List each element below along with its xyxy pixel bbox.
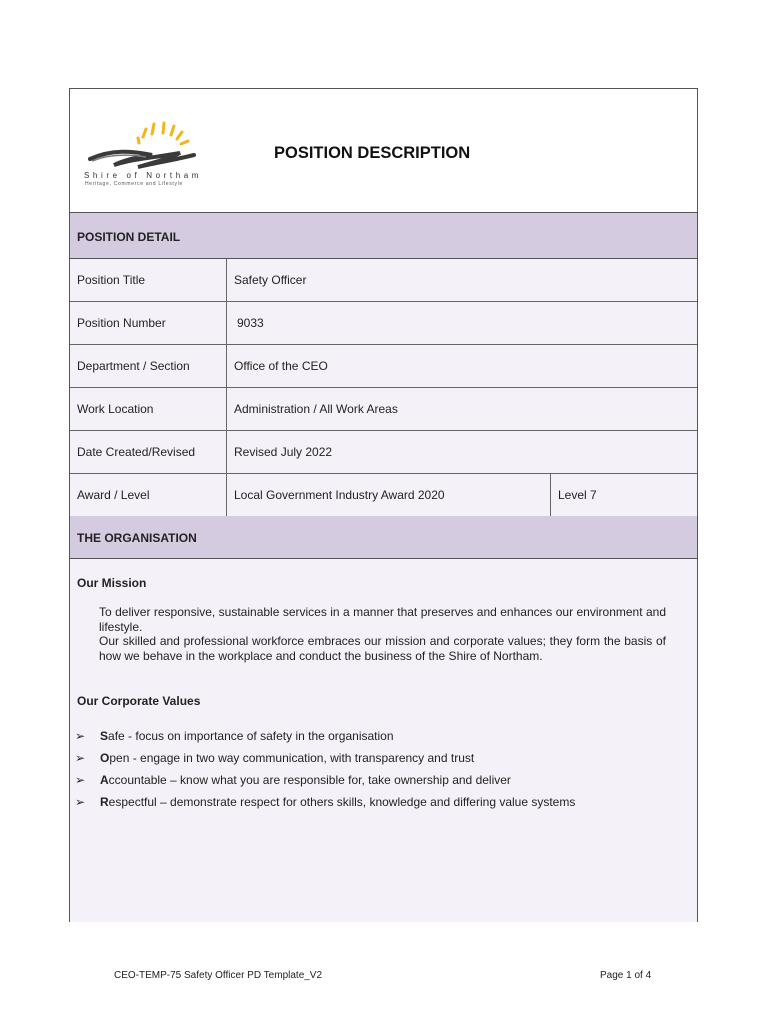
shire-logo-graphic xyxy=(82,121,202,171)
row-label-cell xyxy=(70,474,227,516)
mission-paragraph: To deliver responsive, sustainable services in a manner that preserves and enhances our environment and lifestyle. xyxy=(99,605,666,634)
organisation-section xyxy=(70,559,697,922)
organisation-heading-band xyxy=(70,516,697,559)
date-created-label: Date Created/Revised xyxy=(77,445,196,459)
arrow-bullet-icon: ➢ xyxy=(75,795,86,809)
mission-heading: Our Mission xyxy=(77,576,147,590)
value-text: ccountable – know what you are responsible for, take ownership and deliver xyxy=(108,773,511,787)
value-initial: S xyxy=(100,729,109,743)
footer-page-number: Page 1 of 4 xyxy=(600,970,652,981)
table-row xyxy=(70,259,697,302)
list-item xyxy=(70,751,697,773)
row-label-cell xyxy=(70,431,227,473)
value-text: espectful – demonstrate respect for others skills, knowledge and differing value systems xyxy=(108,795,576,809)
date-created-value: Revised July 2022 xyxy=(234,445,333,459)
table-row xyxy=(70,302,697,345)
work-location-label: Work Location xyxy=(77,402,154,416)
department-label: Department / Section xyxy=(77,359,190,373)
award-value: Local Government Industry Award 2020 xyxy=(234,488,445,502)
value-initial: O xyxy=(100,751,110,765)
department-value: Office of the CEO xyxy=(234,359,328,373)
arrow-bullet-icon: ➢ xyxy=(75,729,86,743)
position-title-label: Position Title xyxy=(77,273,146,287)
list-item xyxy=(70,795,697,817)
value-text: afe - focus on importance of safety in the organisation xyxy=(108,729,394,743)
row-value-cell xyxy=(227,474,551,516)
table-row xyxy=(70,474,697,517)
row-value-cell xyxy=(227,431,697,473)
list-item xyxy=(70,729,697,751)
row-label-cell xyxy=(70,259,227,301)
position-number-label: Position Number xyxy=(77,316,166,330)
row-value-cell xyxy=(227,302,697,344)
level-value: Level 7 xyxy=(558,488,597,502)
award-level-label: Award / Level xyxy=(77,488,150,502)
corporate-values-list xyxy=(70,729,697,817)
position-title-value: Safety Officer xyxy=(234,273,307,287)
work-location-value: Administration / All Work Areas xyxy=(234,402,398,416)
value-initial: R xyxy=(100,795,109,809)
logo-tagline: Heritage, Commerce and Lifestyle xyxy=(85,181,183,187)
row-value-cell xyxy=(227,259,697,301)
table-row xyxy=(70,431,697,474)
table-row xyxy=(70,345,697,388)
position-number-value: 9033 xyxy=(237,316,264,330)
footer-document-reference: CEO-TEMP-75 Safety Officer PD Template_V2 xyxy=(114,970,323,981)
document-header xyxy=(70,89,697,213)
shire-logo xyxy=(82,121,202,186)
value-initial: A xyxy=(100,773,109,787)
value-text: pen - engage in two way communication, with transparency and trust xyxy=(109,751,475,765)
mission-text xyxy=(99,605,666,663)
organisation-heading: THE ORGANISATION xyxy=(77,531,197,545)
position-detail-heading: POSITION DETAIL xyxy=(77,230,181,244)
logo-wordmark: Shire of Northam xyxy=(84,171,203,180)
row-value-cell xyxy=(227,345,697,387)
table-row xyxy=(70,388,697,431)
row-label-cell xyxy=(70,388,227,430)
values-heading: Our Corporate Values xyxy=(77,694,201,708)
row-label-cell xyxy=(70,345,227,387)
arrow-bullet-icon: ➢ xyxy=(75,751,86,765)
row-label-cell xyxy=(70,302,227,344)
mission-paragraph: Our skilled and professional workforce embraces our mission and corporate values; they form the basis of how we behave in the workplace and conduct the business of the Shire of Northam. xyxy=(99,634,666,663)
position-detail-heading-band xyxy=(70,213,697,259)
arrow-bullet-icon: ➢ xyxy=(75,773,86,787)
row-value-cell xyxy=(227,388,697,430)
document-title: POSITION DESCRIPTION xyxy=(274,144,471,162)
position-description-page xyxy=(69,88,698,922)
list-item xyxy=(70,773,697,795)
level-cell xyxy=(551,474,697,516)
